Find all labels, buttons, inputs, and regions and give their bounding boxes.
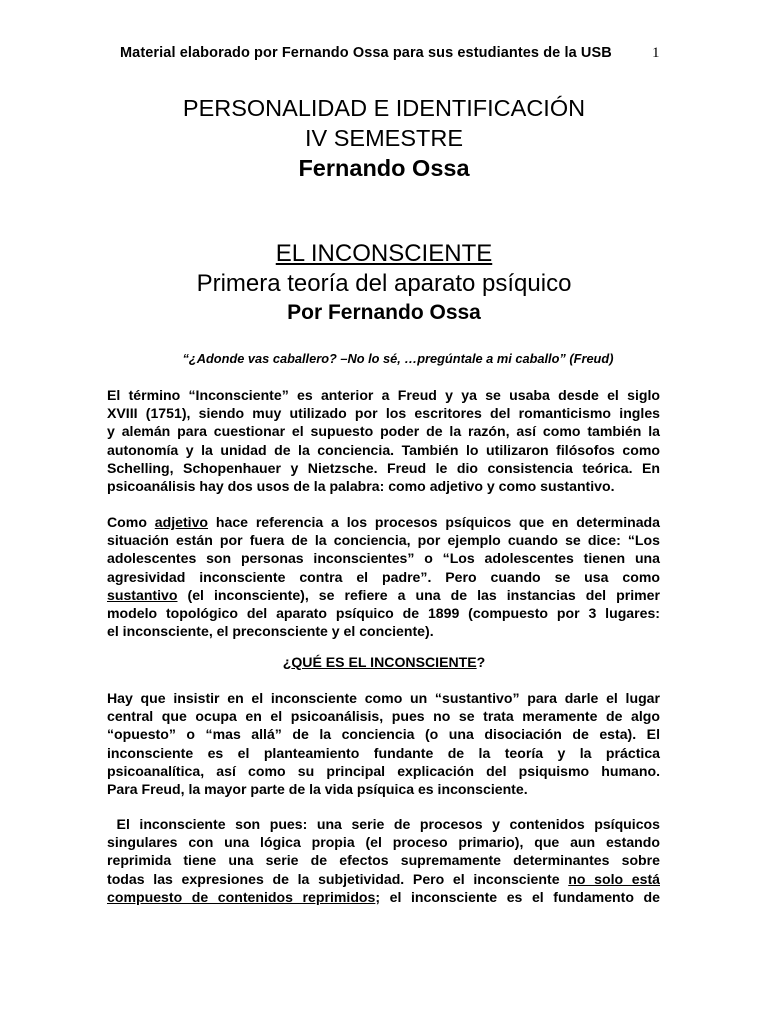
text-line: autonomía y la unidad de la conciencia. También lo utilizaron filósofos como (107, 441, 660, 458)
text-line: el inconsciente, el preconsciente y el conciente). (107, 623, 434, 640)
underlined-term: sustantivo (107, 586, 178, 603)
text-line: Hay que insistir en el inconsciente como un “sustantivo” para darle el lugar (107, 690, 660, 706)
text-line (107, 586, 660, 604)
text-line: central que ocupa en el psicoanálisis, pues no se trata meramente de algo (107, 708, 660, 725)
text-line: agresividad inconsciente contra el padre”. Pero cuando se usa como (107, 568, 660, 585)
paragraph-2 (107, 513, 660, 640)
text-line: psicoanálisis hay dos usos de la palabra: como adjetivo y como sustantivo. (107, 477, 615, 494)
text-run: hace referencia a los procesos psíquicos que en determinada (208, 514, 661, 530)
text-run: ; el inconsciente es el fundamento de (375, 888, 660, 905)
heading-text: QUÉ ES EL INCONSCIENTE (291, 654, 477, 670)
text-line: “opuesto” o “mas allá” de la conciencia (o una disociación de esta). El (107, 726, 660, 743)
text-run: todas las expresiones de la subjetividad. Pero el inconsciente (107, 870, 569, 887)
underlined-term: no solo está (568, 870, 660, 887)
section-subtitle: Primera teoría del aparato psíquico (196, 270, 572, 297)
epigraph: “¿Adonde vas caballero? –No lo sé, …pregúntale a mi caballo” (Freud) (182, 351, 614, 366)
page-number: 1 (652, 45, 660, 61)
text-line: psicoanalítica, así como su principal explicación del psiquismo humano. (107, 762, 660, 779)
paragraph-4 (107, 815, 660, 906)
text-line: Para Freud, la mayor parte de la vida psíquica es inconsciente. (107, 780, 528, 797)
text-line: y alemán para cuestionar el supuesto poder de la razón, así como también la (107, 423, 660, 440)
text-line: singulares con una lógica propia (el proceso primario), que aun estando (107, 834, 660, 851)
document-title: PERSONALIDAD E IDENTIFICACIÓN (182, 95, 586, 121)
text-line (107, 870, 660, 888)
text-line: situación están por fuera de la conciencia, por ejemplo cuando se dice: “Los (107, 532, 660, 549)
paragraph-1 (107, 386, 660, 495)
document-author: Fernando Ossa (298, 155, 470, 181)
text-line: inconsciente es el planteamiento fundante de la teoría y la práctica (107, 744, 660, 761)
section-title: EL INCONSCIENTE (275, 240, 493, 267)
text-line: reprimida tiene una serie de efectos supremamente determinantes sobre (107, 852, 660, 869)
document-semester: IV SEMESTRE (304, 125, 463, 151)
text-line: Schelling, Schopenhauer y Nietzsche. Freud le dio consistencia teórica. En (107, 459, 660, 476)
page-header (0, 45, 768, 65)
text-line (107, 888, 660, 906)
header-text: Material elaborado por Fernando Ossa para sus estudiantes de la USB (120, 45, 612, 61)
section-heading (0, 654, 768, 670)
text-line: XVIII (1751), siendo muy utilizado por los escritores del romanticismo ingles (107, 405, 660, 422)
underlined-term: adjetivo (154, 514, 209, 530)
text-line: modelo topológico del aparato psíquico de 1899 (compuesto por 3 lugares: (107, 604, 660, 621)
text-run: Como (107, 514, 155, 530)
underlined-term: compuesto de contenidos reprimidos (107, 888, 376, 905)
heading-open: ¿ (282, 654, 292, 670)
text-line: adolescentes son personas inconscientes” o “Los adolescentes tienen una (107, 550, 660, 567)
heading-close: ? (476, 654, 486, 670)
text-line: El término “Inconsciente” es anterior a Freud y ya se usaba desde el siglo (107, 387, 660, 403)
paragraph-3 (107, 689, 660, 798)
section-byline: Por Fernando Ossa (287, 301, 481, 324)
text-line: El inconsciente son pues: una serie de procesos y contenidos psíquicos (107, 816, 660, 832)
text-run: (el inconsciente), se refiere a una de las instancias del primer (177, 586, 660, 603)
text-line (107, 513, 660, 531)
